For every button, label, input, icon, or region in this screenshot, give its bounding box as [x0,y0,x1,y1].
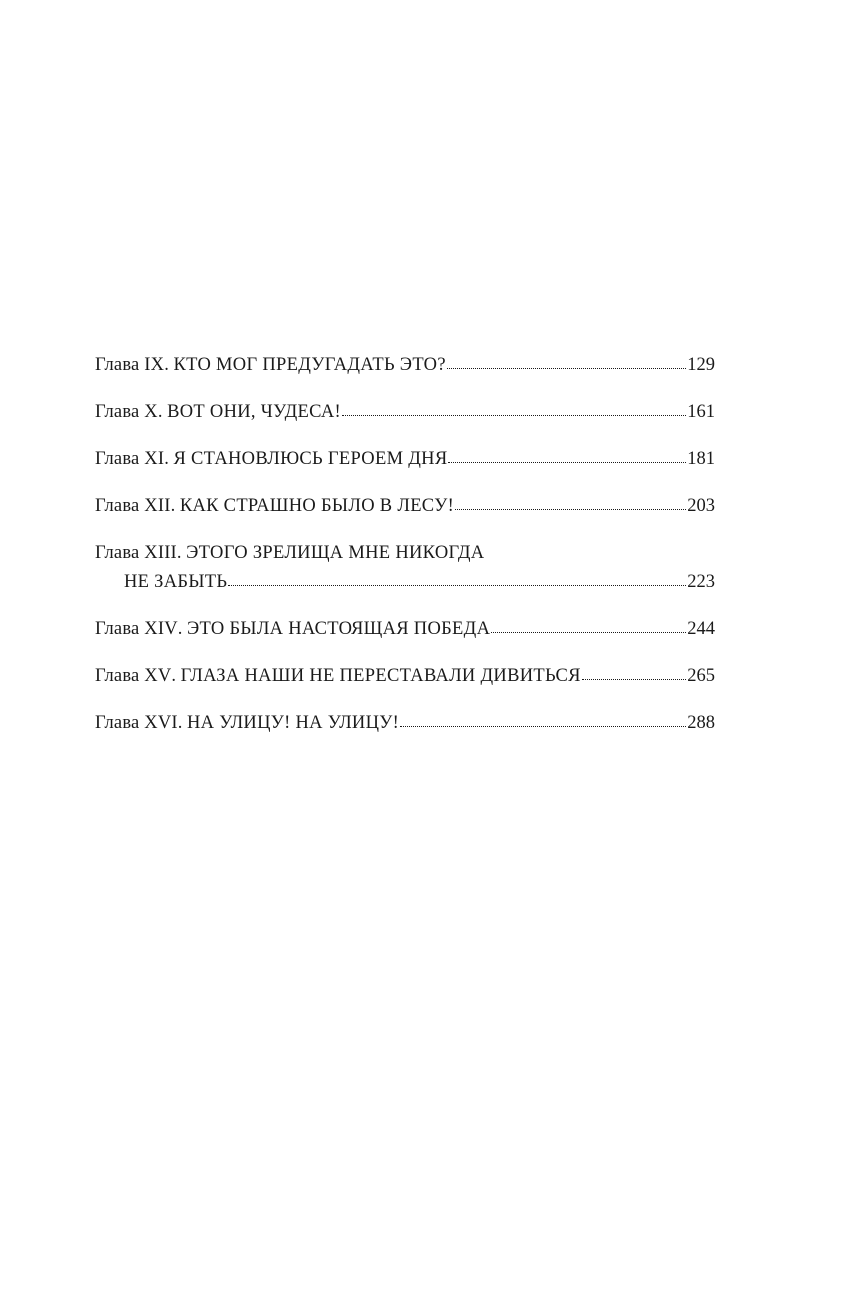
chapter-number: Глава XII [95,496,171,516]
chapter-title: ГЛАЗА НАШИ НЕ ПЕРЕСТАВАЛИ ДИВИТЬСЯ [180,666,581,686]
chapter-number: Глава XI [95,449,165,469]
chapter-number: Глава IX [95,355,165,375]
toc-line: Глава XV . ГЛАЗА НАШИ НЕ ПЕРЕСТАВАЛИ ДИВИТЬСЯ 265 [95,662,715,691]
toc-line: Глава XVI . НА УЛИЦУ! НА УЛИЦУ! 288 [95,709,715,738]
toc-entry [95,662,715,691]
chapter-title: ВОТ ОНИ, ЧУДЕСА! [167,402,341,422]
toc-entry [95,351,715,380]
page-number: 223 [687,572,715,592]
toc-entry [95,398,715,427]
chapter-number: Глава XIII [95,543,177,563]
chapter-number: Глава XV [95,666,172,686]
page-number: 288 [687,713,715,733]
page-number: 129 [687,355,715,375]
toc-line: Глава IX . КТО МОГ ПРЕДУГАДАТЬ ЭТО? 129 [95,351,715,380]
dot-leader [448,461,686,463]
page-number: 244 [687,619,715,639]
chapter-title: ЭТОГО ЗРЕЛИЩА МНЕ НИКОГДА [186,543,485,563]
chapter-title: Я СТАНОВЛЮСЬ ГЕРОЕМ ДНЯ [173,449,448,469]
page-number: 161 [687,402,715,422]
chapter-number: Глава XVI [95,713,178,733]
toc-line: Глава XIV . ЭТО БЫЛА НАСТОЯЩАЯ ПОБЕДА 244 [95,615,715,644]
dot-leader [400,725,686,727]
dot-leader [228,584,686,586]
dot-leader [582,678,687,680]
toc-line: Глава XI . Я СТАНОВЛЮСЬ ГЕРОЕМ ДНЯ 181 [95,445,715,474]
dot-leader [342,414,686,416]
chapter-title-continuation: НЕ ЗАБЫТЬ [124,572,228,592]
toc-entry [95,445,715,474]
toc-line: Глава XII . КАК СТРАШНО БЫЛО В ЛЕСУ! 203 [95,492,715,521]
page-number: 203 [687,496,715,516]
chapter-number: Глава XIV [95,619,178,639]
chapter-title: НА УЛИЦУ! НА УЛИЦУ! [187,713,400,733]
page-number: 181 [687,449,715,469]
page-number: 265 [687,666,715,686]
toc-entry [95,709,715,738]
dot-leader [455,508,686,510]
chapter-title: ЭТО БЫЛА НАСТОЯЩАЯ ПОБЕДА [187,619,491,639]
toc-entry [95,615,715,644]
toc-entry [95,492,715,521]
dot-leader [491,631,686,633]
dot-leader [447,367,686,369]
chapter-title: КАК СТРАШНО БЫЛО В ЛЕСУ! [179,496,455,516]
chapter-number: Глава X [95,402,158,422]
toc-line: Глава X . ВОТ ОНИ, ЧУДЕСА! 161 [95,398,715,427]
table-of-contents [95,351,715,756]
chapter-title: КТО МОГ ПРЕДУГАДАТЬ ЭТО? [173,355,446,375]
toc-line: Глава XIII . ЭТОГО ЗРЕЛИЩА МНЕ НИКОГДА [95,539,715,568]
toc-line-continuation [95,568,715,597]
toc-entry [95,539,715,597]
